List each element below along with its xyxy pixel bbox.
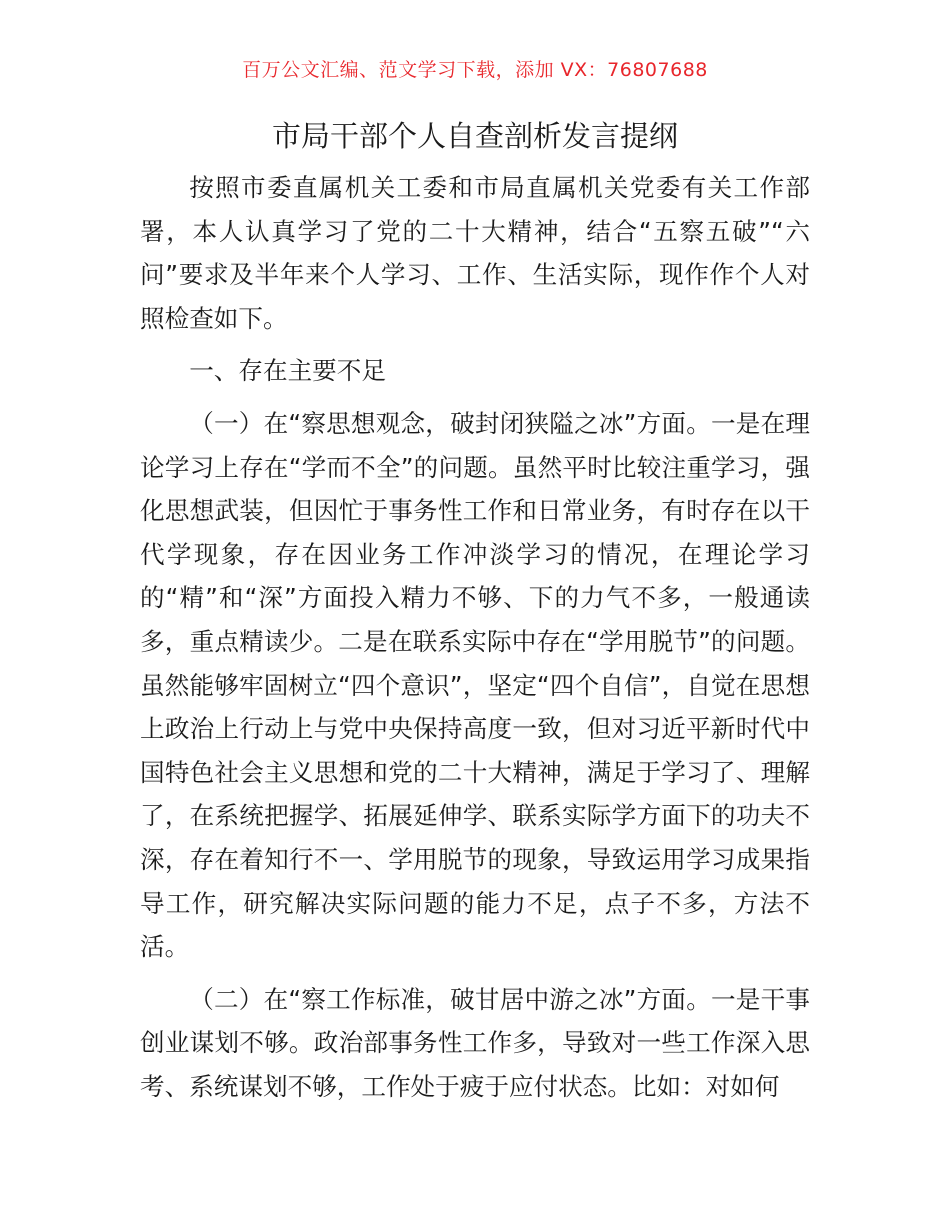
subsection-paragraph-1: （一）在“察思想观念，破封闭狭隘之冰”方面。一是在理论学习上存在“学而不全”的问题。虽然平时比较注重学习，强化思想武装，但因忙于事务性工作和日常业务，有时存在以干代学现象，存在因业务工作冲淡学习的情况，在理论学习的“精”和“深”方面投入精力不够、下的力气不多，一般通读多，重点精读少。二是在联系实际中存在“学用脱节”的问题。虽然能够牢固树立“四个意识”，坚定“四个自信”，自觉在思想上政治上行动上与党中央保持高度一致，但对习近平新时代中国特色社会主义思想和党的二十大精神，满足于学习了、理解了，在系统把握学、拓展延伸学、联系实际学方面下的功夫不深，存在着知行不一、学用脱节的现象，导致运用学习成果指导工作，研究解决实际问题的能力不足，点子不多，方法不活。 [140,408,810,962]
watermark-header: 百万公文汇编、范文学习下载，添加 VX：76807688 [242,59,708,81]
document-body [140,166,810,1108]
intro-paragraph: 按照市委直属机关工委和市局直属机关党委有关工作部署，本人认真学习了党的二十大精神，结合“五察五破”“六问”要求及半年来个人学习、工作、生活实际，现作作个人对照检查如下。 [140,173,810,333]
document-title: 市局干部个人自查剖析发言提纲 [271,119,678,153]
section-heading: 一、存在主要不足 [189,356,386,386]
subsection-paragraph-2: （二）在“察工作标准，破甘居中游之冰”方面。一是干事创业谋划不够。政治部事务性工作多，导致对一些工作深入思考、系统谋划不够，工作处于疲于应付状态。比如：对如何 [140,984,810,1101]
